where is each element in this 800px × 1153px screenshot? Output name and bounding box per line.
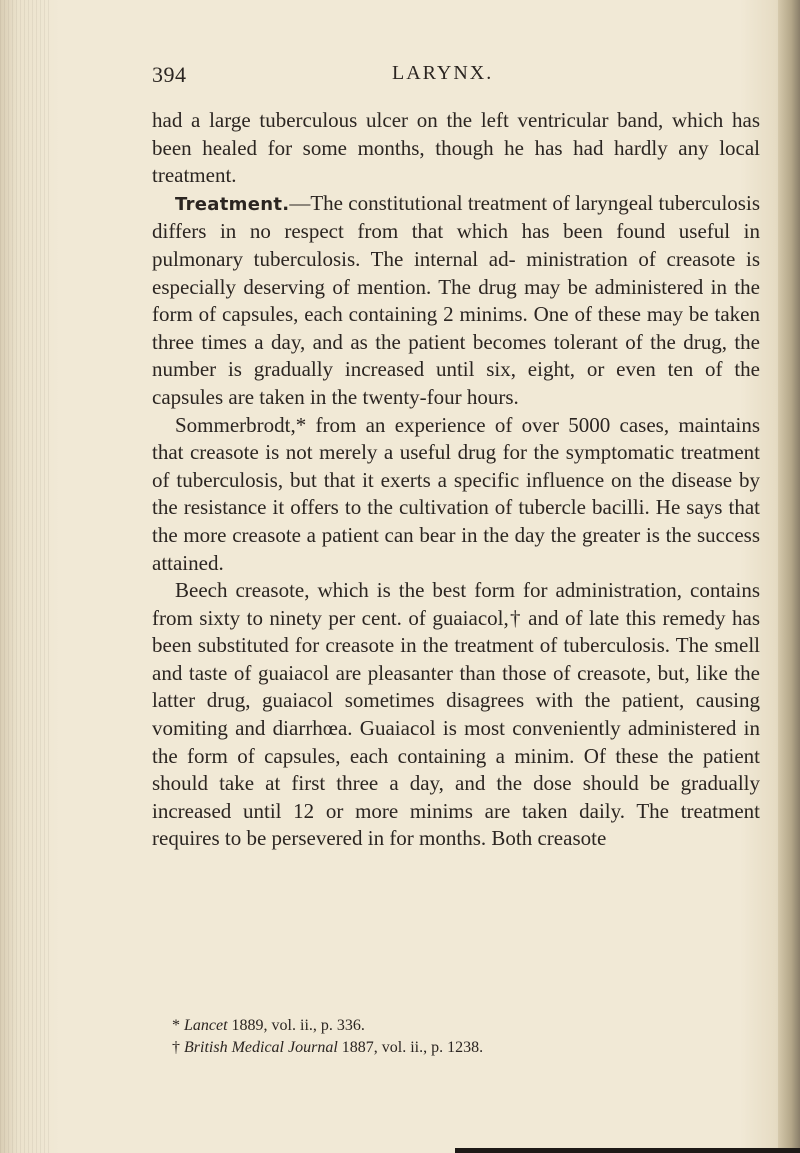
footnote-2 <box>152 1037 752 1059</box>
bottom-rule <box>455 1148 800 1153</box>
paragraph-2 <box>152 190 760 412</box>
page-edge <box>778 0 800 1153</box>
footnote-details: 1889, vol. ii., p. 336. <box>227 1017 365 1034</box>
section-heading-treatment: Treatment. <box>175 193 290 215</box>
page-header <box>152 62 712 94</box>
footnote-mark: † <box>172 1039 184 1056</box>
paragraph-1: had a large tuberculous ulcer on the left ventricular band, which has been healed for some months, though he has had hardly any local treatment. <box>152 108 760 188</box>
footnote-source: Lancet <box>184 1017 228 1034</box>
paragraph-3: Sommerbrodt,* from an experience of over 5000 cases, maintains that creasote is not merely a useful drug for the symptomatic treatment of tuberculosis, but that it exerts a specific influence on the disease by the resistance it offers to the cultivation of tubercle bacilli. He says that the more creasote a patient can bear in the day the greater is the success attained. <box>152 412 760 575</box>
body-text <box>152 107 760 853</box>
footnote-source: British Medical Journal <box>184 1039 338 1056</box>
running-head: LARYNX. <box>392 62 494 84</box>
paragraph-2-text: —The constitutional treatment of laryngeal tuberculosis differs in no respect from that which has been found useful in pulmonary tuberculosis. The internal ad- ministration of creasote is especially deserving of mention. The drug may be administered in the form of capsules, each containing 2 minims. One of these may be taken three times a day, and as the patient becomes tolerant of the drug, the number is gradually increased until six, eight, or even ten of the capsules are taken in the twenty-four hours. <box>152 190 760 409</box>
footnotes <box>152 1015 752 1059</box>
page-gutter <box>0 0 50 1153</box>
footnote-details: 1887, vol. ii., p. 1238. <box>337 1039 484 1056</box>
page-number: 394 <box>152 62 187 87</box>
footnote-1 <box>152 1015 752 1037</box>
paragraph-4: Beech creasote, which is the best form for administration, contains from sixty to ninety per cent. of guaiacol,† and of late this remedy has been substituted for creasote in the treatment of tuberculosis. The smell and taste of guaiacol are pleasanter than those of creasote, but, like the latter drug, guaiacol sometimes disagrees with the patient, causing vomiting and diarrhœa. Guaiacol is most conveniently administered in the form of capsules, each containing a minim. Of these the patient should take at first three a day, and the dose should be gradually increased until 12 or more minims are taken daily. The treatment requires to be persevered in for months. Both creasote <box>152 578 760 851</box>
footnote-mark: * <box>172 1017 184 1034</box>
